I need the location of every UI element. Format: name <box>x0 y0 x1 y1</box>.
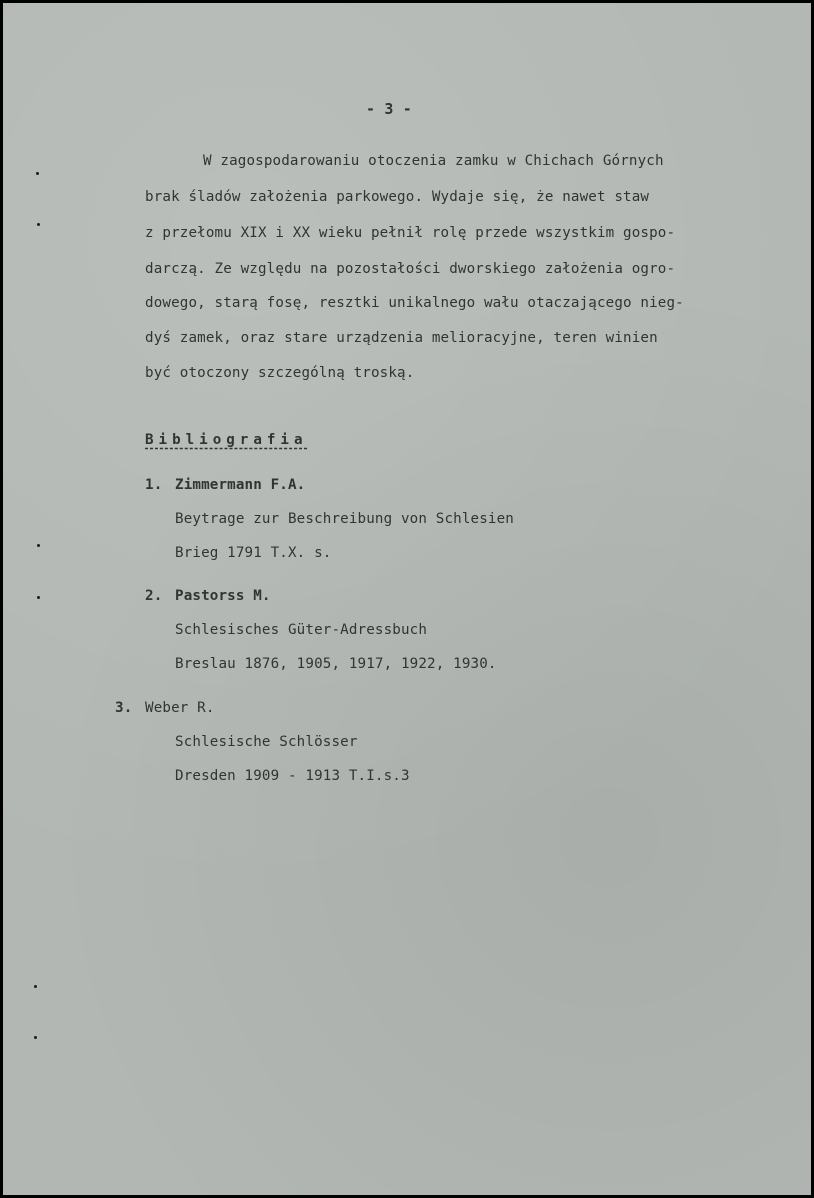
paragraph-line: dowego, starą fosę, resztki unikalnego wału otaczającego nieg- <box>145 295 684 311</box>
margin-speck <box>37 596 40 599</box>
margin-speck <box>37 223 40 226</box>
paragraph-line: z przełomu XIX i XX wieku pełnił rolę przede wszystkim gospo- <box>145 225 676 241</box>
entry-title: Schlesisches Güter-Adressbuch <box>175 622 428 638</box>
margin-speck <box>34 985 37 988</box>
document-page <box>3 3 811 1195</box>
entry-imprint: Breslau 1876, 1905, 1917, 1922, 1930. <box>175 656 497 672</box>
margin-speck <box>37 544 40 547</box>
entry-number: 3. <box>115 700 133 716</box>
entry-imprint: Brieg 1791 T.X. s. <box>175 545 332 561</box>
paragraph-line: dyś zamek, oraz stare urządzenia melioracyjne, teren winien <box>145 330 658 346</box>
paragraph-line: być otoczony szczególną troską. <box>145 365 415 381</box>
paragraph-line: W zagospodarowaniu otoczenia zamku w Chichach Górnych <box>203 153 664 169</box>
margin-speck <box>34 1036 37 1039</box>
entry-author: Zimmermann F.A. <box>175 477 306 493</box>
entry-author: Pastorss M. <box>175 588 271 604</box>
entry-author: Weber R. <box>145 700 215 716</box>
paragraph-line: darczą. Ze względu na pozostałości dworskiego założenia ogro- <box>145 261 676 277</box>
margin-speck <box>36 172 39 175</box>
paragraph-line: brak śladów założenia parkowego. Wydaje się, że nawet staw <box>145 189 650 205</box>
entry-title: Schlesische Schlösser <box>175 734 358 750</box>
bibliography-heading: Bibliografia <box>145 432 308 448</box>
entry-imprint: Dresden 1909 - 1913 T.I.s.3 <box>175 768 410 784</box>
entry-number: 1. <box>145 477 163 493</box>
entry-title: Beytrage zur Beschreibung von Schlesien <box>175 511 514 527</box>
entry-number: 2. <box>145 588 163 604</box>
page-number: - 3 - <box>366 100 412 118</box>
